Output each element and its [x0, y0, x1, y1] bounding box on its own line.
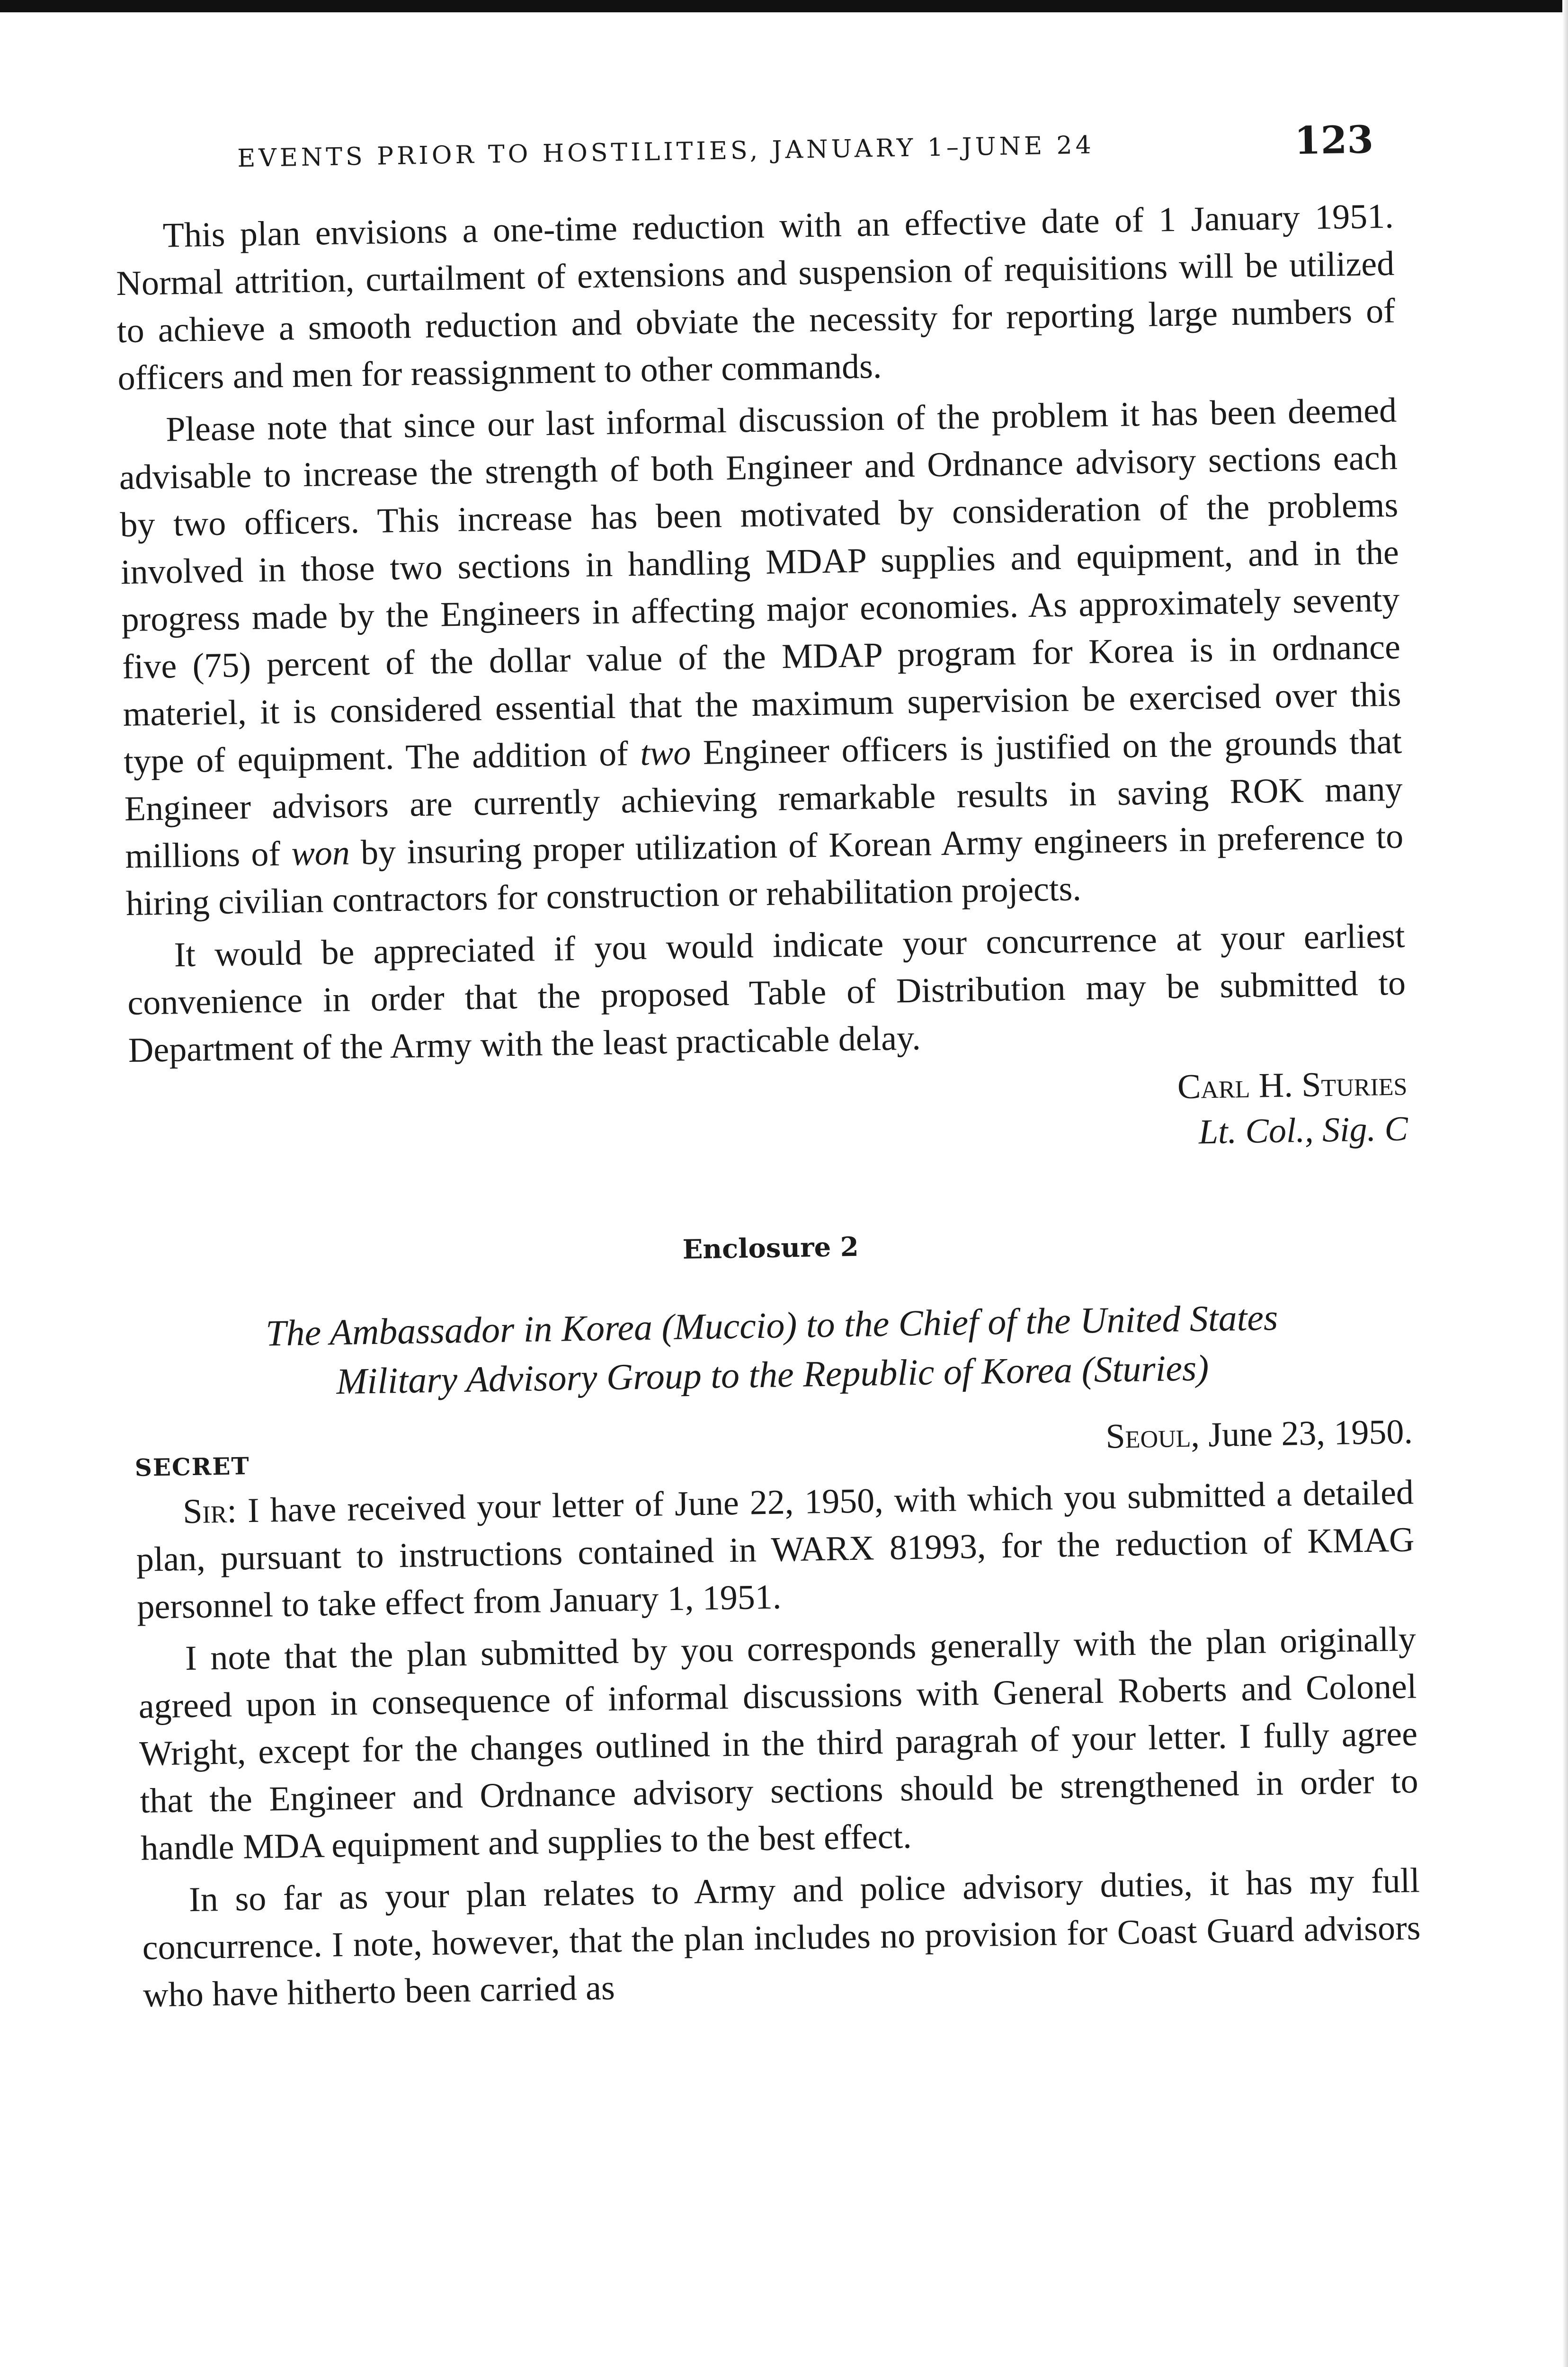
paragraph-concurrence-request: It would be appreciated if you would indicate your concurrence at your earliest convenience in order that the proposed Table of Distribution may be submitted to Department of the Army with the least practicable delay.: [127, 916, 1406, 1070]
running-head: [114, 104, 1393, 195]
paragraph-text: Please note that since our last informal discussion of the problem it has been deemed advisable to increase the strength of both Engineer and Ordnance advisory sections each by two officers. This increase has been motivated by consideration of the problems involved in those two sections in handling MDAP supplies and equipment, and in the progress made by the Engineers in affecting major economies. As approximately seventy five (75) percent of the dollar value of the MDAP program for Korea is in ordnance materiel, it is considered essential that the maximum supervision be exercised over this type of equipment. The addition of: [119, 391, 1402, 782]
scan-top-edge: [0, 0, 1568, 12]
signature-rank: Lt. Col., Sig. C: [1198, 1109, 1408, 1152]
date-place: Seoul: [1105, 1415, 1191, 1456]
running-head-title: EVENTS PRIOR TO HOSTILITIES, JANUARY 1–JUNE 24: [237, 131, 1095, 173]
paragraph-text: : I have received your letter of June 22, 1950, with which you submitted a detailed plan, pursuant to instructions contained in WARX 81993, for the reduction of KMAG personnel to take effect from January 1, 1951.: [136, 1473, 1415, 1627]
paragraph-text: by insuring proper utilization of Korean Army engineers in preference to hiring civilian contractors for construction or rehabilitation projects.: [125, 817, 1404, 923]
signature-name: Carl H. Sturies: [1177, 1064, 1408, 1107]
letter-title-line: Military Advisory Group to the Republic of Korea (Sturies): [336, 1347, 1209, 1402]
book-page: [114, 104, 1428, 2367]
paragraph-plan-reduction: This plan envisions a one-time reduction with an effective date of 1 January 1951. Normal attrition, curtailment of extensions and suspension of requisitions will be utilized to achieve a smooth reduction and obviate the necessity for reporting large numbers of officers and men for reassignment to other commands.: [116, 196, 1396, 398]
letter-title-line: The Ambassador in Korea (Muccio) to the Chief of the United States: [265, 1296, 1278, 1354]
enclosure-label: Enclosure 2: [682, 1231, 859, 1265]
classification-marking: SECRET: [134, 1452, 250, 1482]
emphasis-won: won: [291, 833, 350, 873]
scan-right-edge: [1562, 0, 1568, 2367]
paragraph-text: Engineer officers is justified on the grounds that Engineer advisors are currently achieving remarkable results in saving ROK many millions of: [124, 722, 1403, 876]
emphasis-two: two: [640, 733, 691, 773]
dateline: [134, 1408, 1413, 1480]
paragraph-plan-agreement: I note that the plan submitted by you corresponds generally with the plan originally agreed upon in consequence of informal discussions with General Roberts and Colonel Wright, except for the changes outlined in the third paragrah of your letter. I fully agree that the Engineer and Ordnance advisory sections should be strengthened in order to handle MDA equipment and supplies to the best effect.: [138, 1620, 1419, 1868]
page-number: 123: [1294, 117, 1374, 163]
paragraph-coast-guard: In so far as your plan relates to Army and police advisory duties, it has my full concurrence. I note, however, that the plan includes no provision for Coast Guard advisors who have hitherto been carried as: [142, 1861, 1421, 2015]
date-text: , June 23, 1950.: [1190, 1412, 1413, 1455]
paragraph-salutation: [135, 1468, 1415, 1630]
letter-title: [133, 1290, 1412, 1409]
salutation: Sir: [182, 1491, 228, 1531]
paragraph-engineer-ordnance: [118, 387, 1405, 927]
letter-date: [1105, 1412, 1413, 1457]
signature-block: [129, 1061, 1408, 1172]
